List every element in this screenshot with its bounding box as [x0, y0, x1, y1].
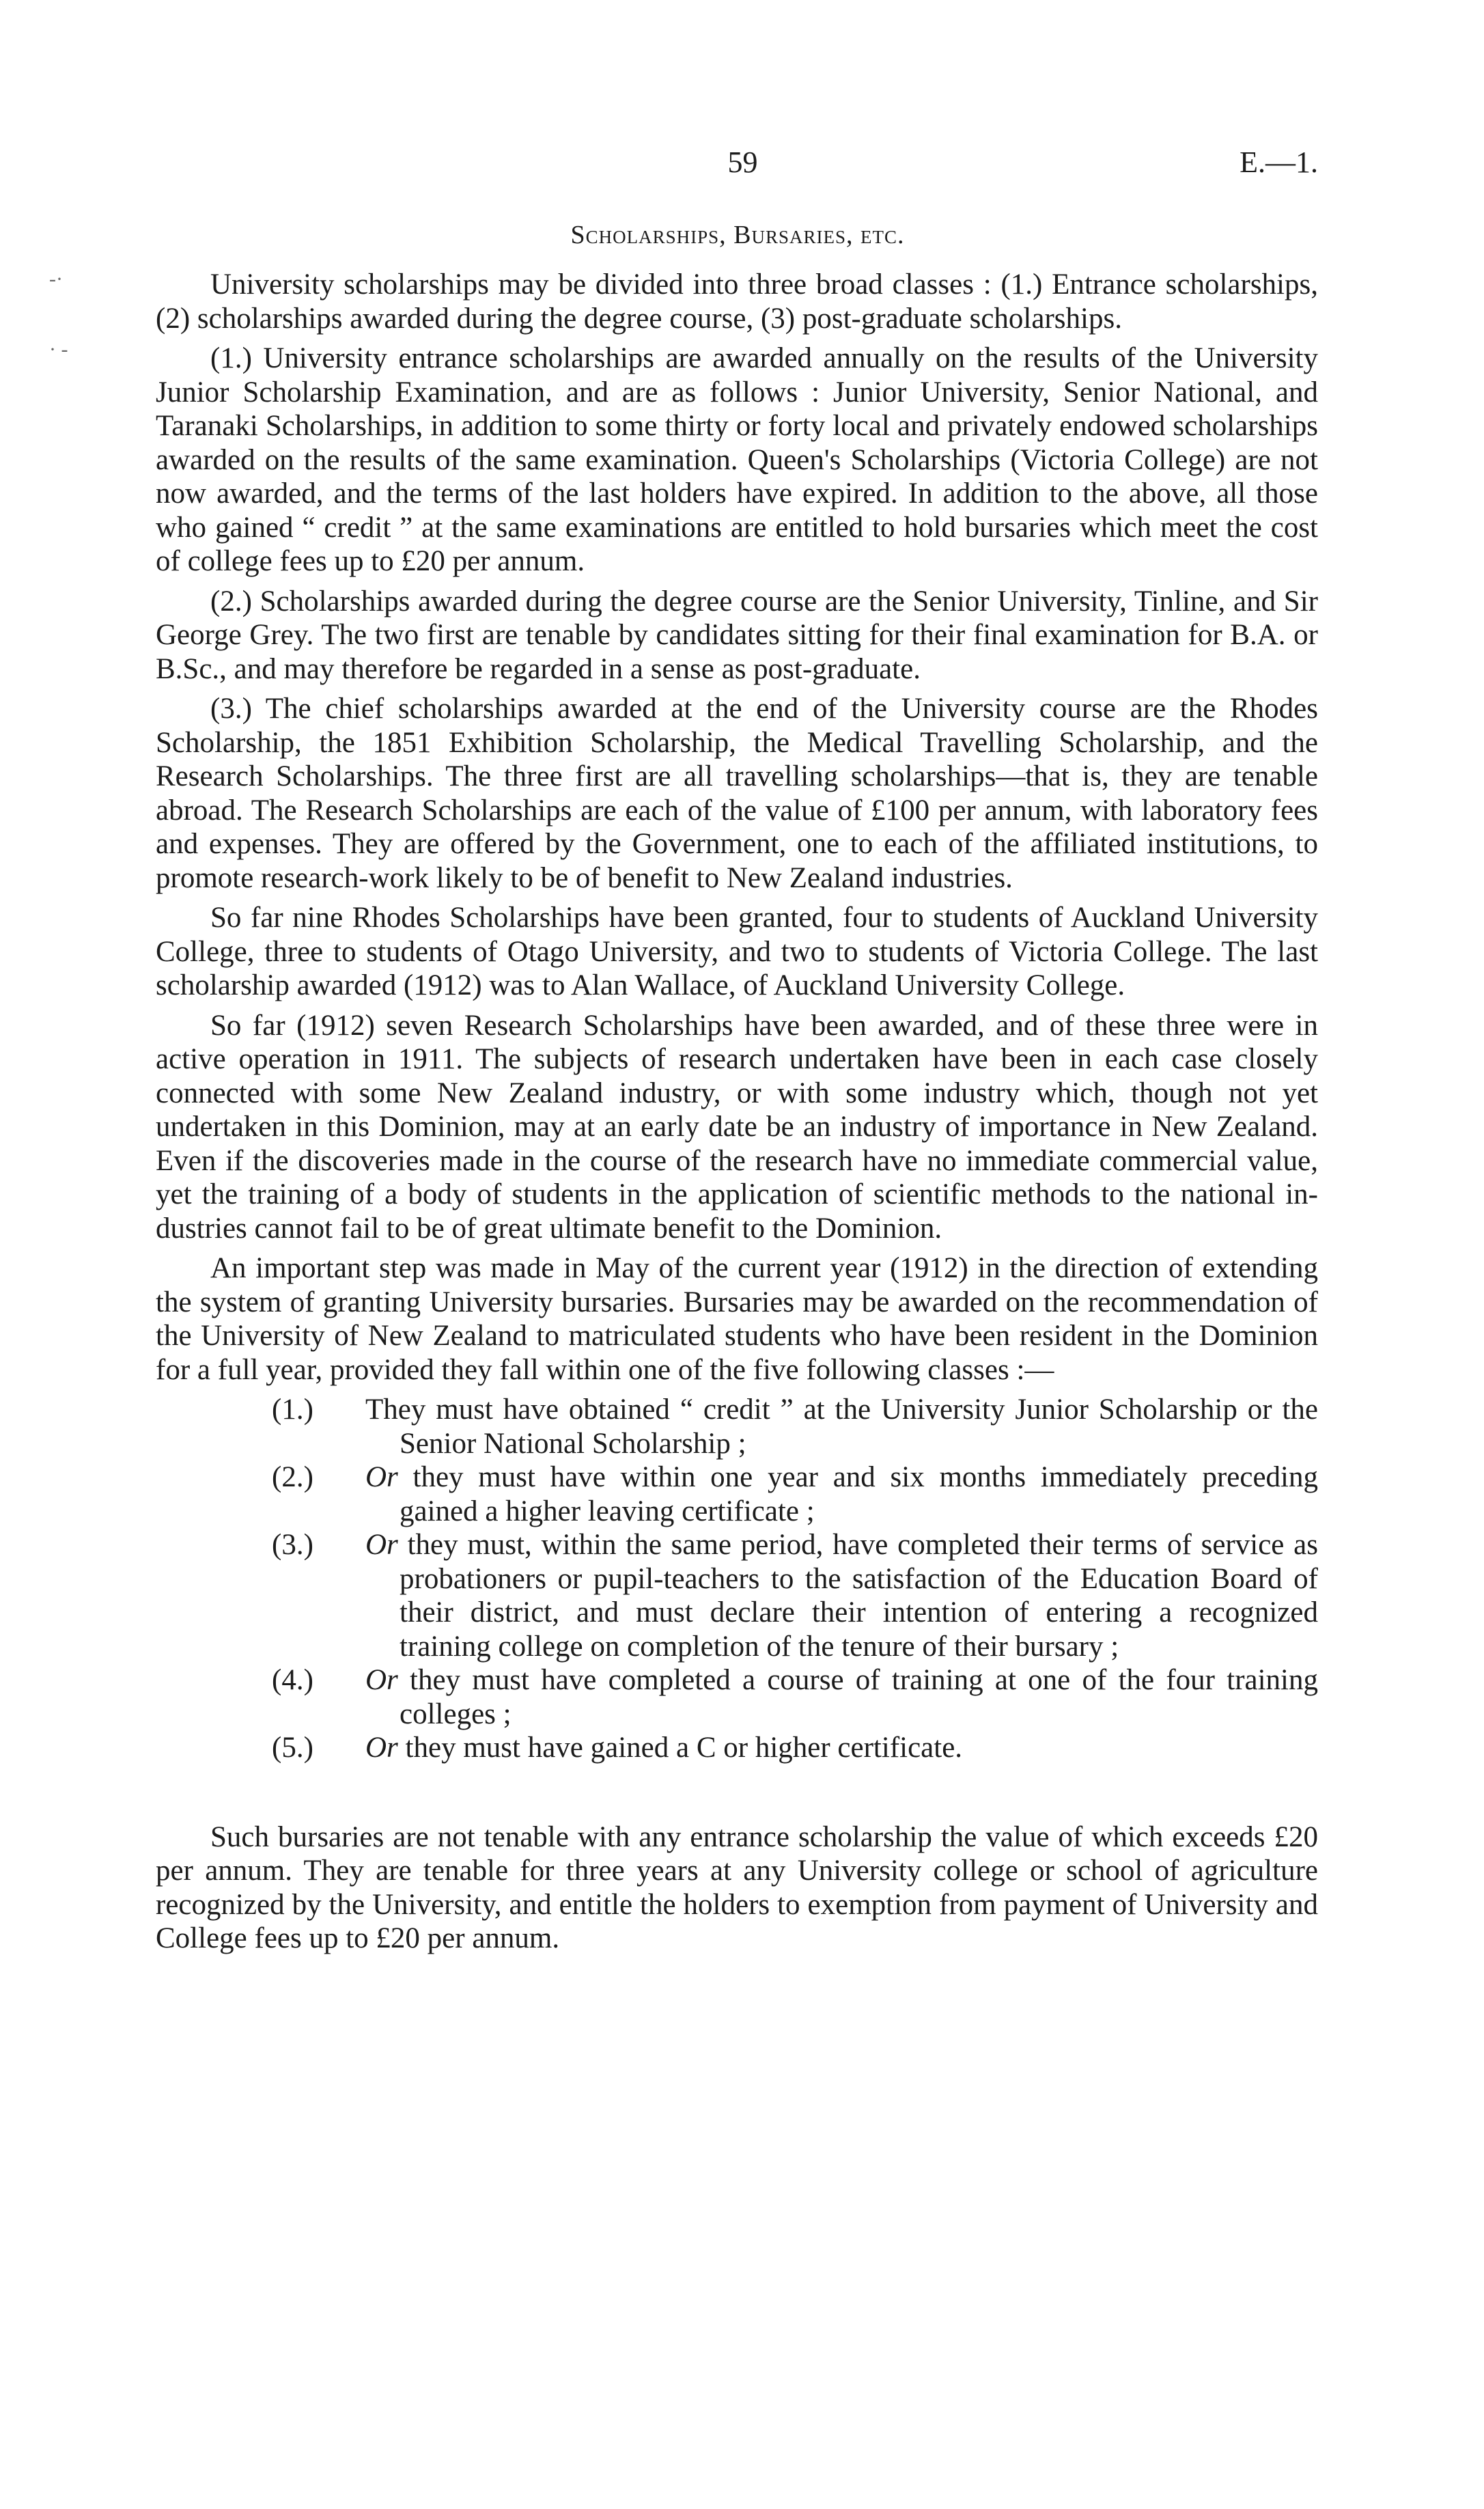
list-item-lead: Or [365, 1664, 398, 1696]
list-item [156, 1663, 1318, 1731]
page-number: 59 [727, 145, 758, 179]
paragraph-degree-scholarships: (2.) Scholarships awarded during the degree course are the Senior University, Tinline, and Sir George Grey. The two first are tenable by candidates sitting for their final examination for B.A. or B.Sc., and may therefore be regarded in a sense as post-graduate. [156, 585, 1318, 685]
list-item-text: they must have gained a C or higher certificate. [397, 1732, 963, 1764]
paragraph-intro: University scholarships may be divided into three broad classes : (1.) Entrance scholarships, (2) scholarships awarded during the degree course, (3) post-graduate scholarships. [156, 268, 1318, 335]
list-item [156, 1460, 1318, 1528]
list-item-number: (3.) [272, 1529, 313, 1561]
list-item [156, 1731, 1318, 1765]
document-body [156, 268, 1318, 1962]
list-item-text: they must have within one year and six months immediately preceding gained a higher leaving certificate ; [397, 1461, 1318, 1527]
list-item [156, 1393, 1318, 1460]
list-item-lead: Or [365, 1732, 398, 1764]
list-item-number: (2.) [272, 1461, 313, 1493]
paragraph-postgraduate-scholarships: (3.) The chief scholarships awarded at the end of the University course are the Rhodes Scholarship, the 1851 Exhibition Scholarship, the Medical Travelling Scholarship, and the Research Scholarships. The three first are all travelling scholarships—that is, they are tenable abroad. The Research Scholarships are each of the value of £100 per annum, with laboratory fees and expenses. They are offered by the Government, one to each of the affiliated institutions, to promote research-work likely to be of benefit to New Zealand industries. [156, 693, 1318, 894]
list-item-number: (4.) [272, 1664, 313, 1696]
paragraph-closing: Such bursaries are not tenable with any entrance scholarship the value of which exceeds £20 per annum. They are tenable for three years at any University college or school of agriculture recognized by the University, and entitle the holders to exemption from payment of University and College fees up to £20 per annum. [156, 1820, 1318, 1954]
page-reference: E.—1. [1240, 145, 1318, 179]
list-item-number: (1.) [272, 1394, 313, 1426]
bursary-classes-list [156, 1393, 1318, 1765]
list-item-lead: Or [365, 1461, 398, 1493]
list-item-lead: Or [365, 1529, 398, 1561]
list-item [156, 1528, 1318, 1663]
paragraph-research-scholarships: So far (1912) seven Research Scholarships have been awarded, and of these three were in active operation in 1911. The subjects of research undertaken have been in each case closely connected with some New Zealand industry, or with some industry which, though not yet undertaken in this Dominion, may at an early date be an industry of importance in New Zealand. Even if the discoveries made in the course of the research have no immediate commercial value, yet the training of a body of students in the application of scientific methods to the national industries cannot fail to be of great ultimate benefit to the Dominion. [156, 1009, 1318, 1245]
paragraph-bursaries: An important step was made in May of the current year (1912) in the direction of extending the system of granting University bursaries. Bursaries may be awarded on the recommendation of the University of New Zealand to matriculated students who have been resident in the Dominion for a full year, provided they fall within one of the five following classes :— [156, 1252, 1318, 1386]
list-item-number: (5.) [272, 1732, 313, 1764]
section-spacer [156, 1771, 1318, 1820]
list-item-text: They must have obtained “ credit ” at the University Junior Scholarship or the Senior National Scholarship ; [365, 1394, 1318, 1460]
margin-mark-decoration: · ‐ [49, 338, 68, 361]
section-heading: Scholarships, Bursaries, etc. [570, 221, 905, 249]
list-item-text: they must have completed a course of training at one of the four training colleges ; [397, 1664, 1318, 1730]
list-item-text: they must, within the same period, have completed their terms of service as probationers or pupil-teachers to the satisfaction of the Education Board of their district, and must declare their intention of entering a recognized training college on completion of the tenure of their bursary ; [397, 1529, 1318, 1663]
paragraph-rhodes-scholarships: So far nine Rhodes Scholarships have been granted, four to students of Auckland University College, three to students of Otago University, and two to students of Victoria College. The last scholarship awarded (1912) was to Alan Wallace, of Auckland University College. [156, 902, 1318, 1001]
margin-mark-decoration: ‐· [49, 268, 63, 290]
paragraph-entrance-scholarships: (1.) University entrance scholarships are awarded annually on the results of the University Junior Scholarship Examination, and are as follows : Junior University, Senior National, and Taranaki Scholarships, in addition to some thirty or forty local and privately endowed scholarships awarded on the results of the same examination. Queen's Scholarships (Victoria College) are not now awarded, and the terms of the last holders have expired. In addition to the above, all those who gained “ credit ” at the same examinations are entitled to hold bursaries which meet the cost of college fees up to £20 per annum. [156, 342, 1318, 577]
